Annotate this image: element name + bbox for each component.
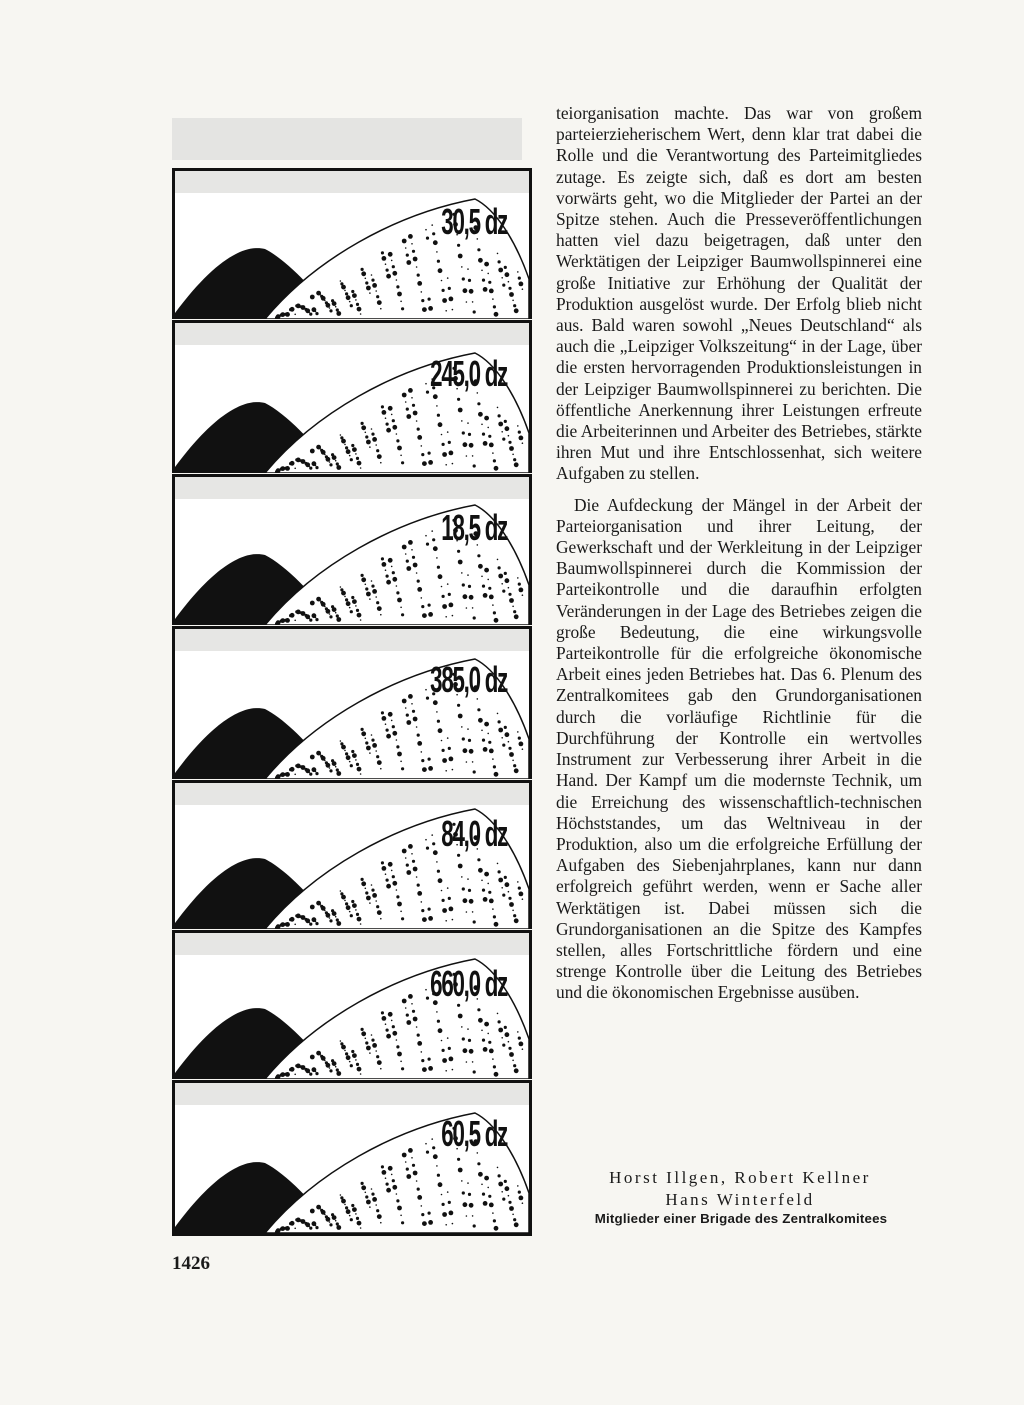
paragraph-2: Die Aufdeckung der Mängel in der Arbeit der Parteiorganisation und ihrer Leitung, der Gewerkschaft und der Werkleitung in der Leipziger Baumwollspinnerei durch die Kommission der Parteikontrolle und die daraufhin erfolgten Veränderungen in der Lage des Betriebes zeigen die große Bedeutung, die eine wirkungsvolle Parteikontrolle für die erfolgreiche ökonomische Arbeit eines jeden Betriebes hat. Das 6. Plenum des Zentralkomitees gab den Grundorganisationen durch die vorläufige Richtlinie für die Durchführung der Kontrolle ein wertvolles Instrument zur Verbesserung ihrer Arbeit in die Hand. Der Kampf um die modernste Technik, um die Erreichung des wissenschaftlich-technischen Höchststandes, um das Weltniveau in der Produktion, also um die erfolgreiche Erfüllung der Aufgaben des Siebenjahrplanes, kann nur dann erfolgreich geführt werden, wenn er Sache aller Werktätigen ist. Dabei müssen sich die Grundorganisationen an die Spitze des Kampfes stellen, alles Fortschrittliche fördern und eine strenge Kontrolle über die Leitung des Betriebes und die ökonomischen Ergebnisse ausüben. xyxy=(556,494,922,1003)
harvest-panel xyxy=(172,1080,532,1236)
harvest-panel xyxy=(172,168,532,319)
harvest-panel xyxy=(172,930,532,1079)
yield-label: 385,0 dz xyxy=(430,659,507,700)
pile-illustration xyxy=(175,171,529,319)
pile-illustration xyxy=(175,1083,529,1233)
yield-label: 660,0 dz xyxy=(430,963,507,1004)
pile-illustration xyxy=(175,629,529,779)
author-affiliation: Mitglieder einer Brigade des Zentralkomitees xyxy=(594,1211,888,1226)
authors xyxy=(560,1167,920,1211)
pile-illustration xyxy=(175,477,529,625)
harvest-panel xyxy=(172,780,532,929)
yield-label: 60,5 dz xyxy=(441,1113,507,1154)
yield-label: 84,0 dz xyxy=(441,813,507,854)
harvest-panel xyxy=(172,474,532,625)
yield-label: 245,0 dz xyxy=(430,353,507,394)
article-column xyxy=(556,103,922,1004)
page-number: 1426 xyxy=(172,1253,210,1274)
authors-line-1: Horst Illgen, Robert Kellner xyxy=(609,1168,871,1187)
harvest-panel xyxy=(172,626,532,779)
harvest-panel xyxy=(172,320,532,473)
authors-line-2: Hans Winterfeld xyxy=(665,1190,815,1209)
paragraph-1: teiorganisation machte. Das war von großem parteierzieherischem Wert, denn klar trat dabei die Rolle und die Verantwortung des Parteimitgliedes zutage. Es zeigte sich, daß es dort am besten vorwärts geht, wo die Mitglieder der Partei an der Spitze stehen. Auch die Presseveröffentlichungen hatten viel dazu beigetragen, daß unter den Werktätigen der Leipziger Baumwollspinnerei eine große Initiative zur Erhöhung der Qualität der Produktion ausgelöst wurde. Der Erfolg blieb nicht aus. Bald waren sowohl „Neues Deutschland“ als auch die „Leipziger Volkszeitung“ in der Lage, über die ersten hervorragenden Produktionsleistungen in der Leipziger Baumwollspinnerei zu berichten. Die öffentliche Anerkennung ihrer Leistungen erfreute die Arbeiterinnen und Arbeiter des Betriebes, stärkte ihren Mut und ihre Entschlossenhat, sich weitere Aufgaben zu stellen. xyxy=(556,103,922,484)
figure-header-band xyxy=(172,118,522,160)
pile-illustration xyxy=(175,933,529,1079)
yield-label: 30,5 dz xyxy=(441,201,507,242)
pile-illustration xyxy=(175,323,529,473)
pile-illustration xyxy=(175,783,529,929)
yield-label: 18,5 dz xyxy=(441,507,507,548)
